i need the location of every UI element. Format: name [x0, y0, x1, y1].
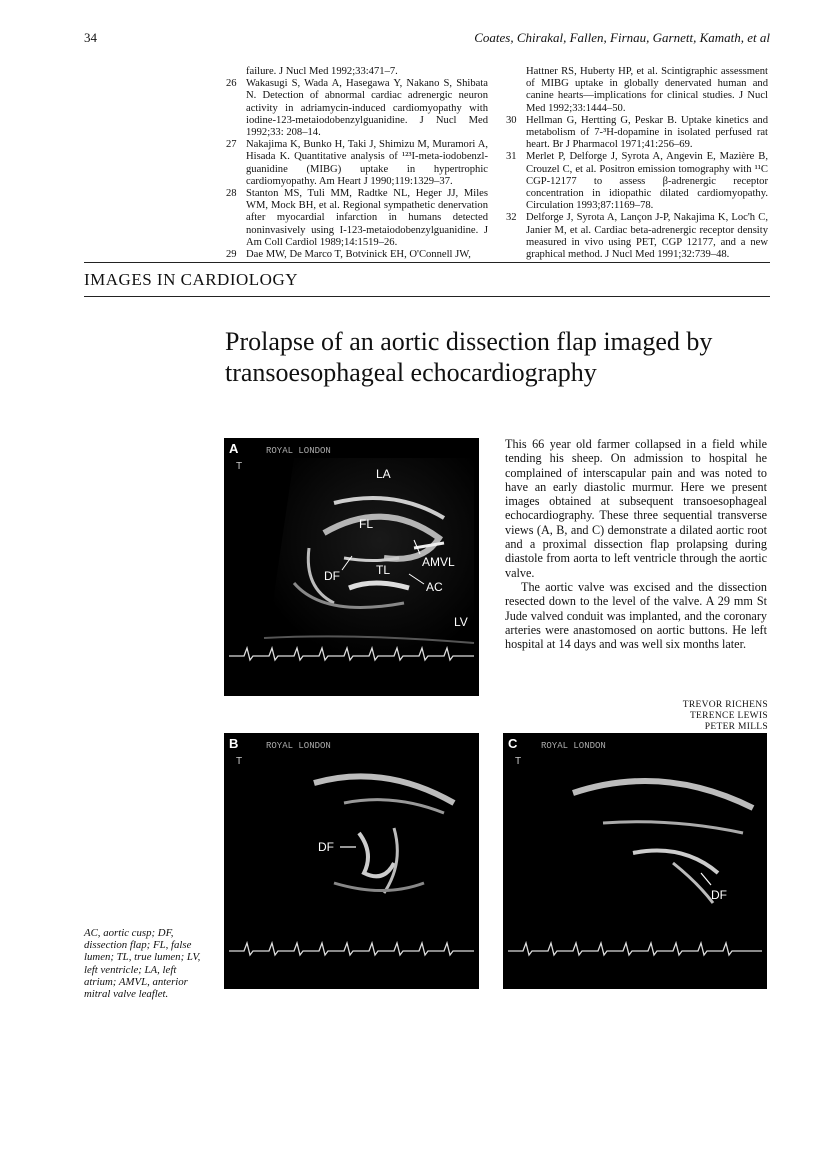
- transducer-marker: T: [515, 756, 522, 767]
- reference-number: 28: [226, 188, 237, 200]
- label-fl: FL: [359, 517, 374, 531]
- reference-item: [226, 78, 488, 139]
- reference-continuation: Hattner RS, Huberty HP, et al. Scintigraphic assessment of MIBG uptake in globally denervated human and canine hearts—implications for clinical studies. J Nucl Med 1992;33:1444–50.: [526, 66, 768, 114]
- section-heading: IMAGES IN CARDIOLOGY: [84, 270, 298, 289]
- image-watermark: ROYAL LONDON: [266, 741, 331, 751]
- echo-image-c-graphic: [503, 733, 767, 989]
- reference-text: Hellman G, Hertting G, Peskar B. Uptake kinetics and metabolism of 7-³H-dopamine in isolated perfused rat heart. Br J Pharmacol 1971;41:256–69.: [526, 114, 768, 151]
- transducer-marker: T: [236, 461, 243, 472]
- article-paragraph: This 66 year old farmer collapsed in a field while tending his sheep. On admission to hospital he complained of interscapular pain and was noted to have an early diastolic murmur. Here we present images obtained at subsequent transoesophageal echocardiography. These three sequential transverse views (A, B, and C) demonstrate a dilated aortic root and a proximal dissection flap prolapsing during diastole from aorta to left ventricle through the aortic valve.: [505, 437, 767, 580]
- label-tl: TL: [376, 563, 391, 577]
- reference-item: [506, 212, 768, 261]
- article-paragraph: The aortic valve was excised and the dissection resected down to the level of the valve. A 29 mm St Jude valved conduit was implanted, and the coronary arteries were anastomosed on aortic buttons. He left hospital at 14 days and was well six months later.: [505, 579, 767, 652]
- page-number: 34: [84, 30, 97, 45]
- reference-item: [226, 249, 488, 261]
- reference-item: [506, 115, 768, 152]
- echo-image-a: [224, 438, 479, 696]
- section-rule-bottom: [84, 296, 770, 297]
- label-df: DF: [324, 569, 340, 583]
- references-right-column: [506, 66, 768, 261]
- article-authors: [683, 700, 768, 733]
- panel-letter: B: [229, 736, 239, 751]
- reference-number: 29: [226, 249, 237, 261]
- reference-number: 27: [226, 139, 237, 151]
- label-ac: AC: [426, 580, 443, 594]
- reference-number: 31: [506, 151, 517, 163]
- reference-item: [226, 188, 488, 249]
- article-body: [505, 437, 767, 651]
- reference-text: Nakajima K, Bunko H, Taki J, Shimizu M, Muramori A, Hisada K. Quantitative analysis of ¹²³I-meta-iodobenzl-guanidine (MIBG) uptake in hypertrophic cardiomyopathy. Am Heart J 1990;119:1329–37.: [246, 139, 488, 187]
- image-watermark: ROYAL LONDON: [266, 446, 331, 456]
- references-left-column: [226, 66, 488, 261]
- section-rule-top: [84, 262, 770, 263]
- running-header-authors: Coates, Chirakal, Fallen, Firnau, Garnett, Kamath, et al: [474, 30, 770, 45]
- reference-text: Stanton MS, Tuli MM, Radtke NL, Heger JJ, Miles WM, Mock BH, et al. Regional sympathetic denervation after myocardial infarction in humans detected noninvasively using I-123-metaiodobenzylguanidine. J Am Coll Cardiol 1989;14:1519–26.: [246, 188, 488, 248]
- reference-continuation: failure. J Nucl Med 1992;33:471–7.: [246, 66, 398, 77]
- reference-text: Dae MW, De Marco T, Botvinick EH, O'Connell JW,: [246, 249, 471, 261]
- label-la: LA: [376, 467, 391, 481]
- article-title: Prolapse of an aortic dissection flap imaged by transoesophageal echocardiography: [225, 327, 713, 387]
- reference-text: Delforge J, Syrota A, Lançon J-P, Nakajima K, Loc'h C, Janier M, et al. Cardiac beta-adrenergic receptor density measured in vivo using PET, CGP 12177, and a new graphical method. J Nucl Med 1991;32:739–48.: [526, 212, 768, 261]
- label-amvl: AMVL: [422, 555, 455, 569]
- reference-text: Wakasugi S, Wada A, Hasegawa Y, Nakano S, Shibata N. Detection of abnormal cardiac adrenergic neuron activity in adriamycin-induced cardiomyopathy with iodine-123-metaiodobenzylguanidine. J Nucl Med 1992;33: 208–14.: [246, 78, 488, 139]
- label-df: DF: [711, 888, 727, 902]
- label-lv: LV: [454, 615, 468, 629]
- reference-number: 30: [506, 114, 517, 126]
- reference-text: Merlet P, Delforge J, Syrota A, Angevin E, Mazière B, Crouzel C, et al. Positron emission tomography with ¹¹C CGP-12177 to assess β-adrenergic receptor concentration in idiopathic dilated cardiomyopathy. Circulation 1993;87:1169–78.: [526, 151, 768, 212]
- echo-image-a-graphic: [224, 438, 479, 696]
- figure-caption: AC, aortic cusp; DF, dissection flap; FL, false lumen; TL, true lumen; LV, left ventricle; LA, left atrium; AMVL, anterior mitral valve leaflet.: [84, 927, 201, 1001]
- author-name: TERENCE LEWIS: [689, 711, 768, 721]
- reference-number: 26: [226, 78, 237, 90]
- echo-image-b: [224, 733, 479, 989]
- reference-item: [226, 139, 488, 188]
- author-name: TREVOR RICHENS: [682, 700, 768, 710]
- image-watermark: ROYAL LONDON: [541, 741, 606, 751]
- panel-letter: C: [508, 736, 518, 751]
- panel-letter: A: [229, 441, 239, 456]
- reference-number: 32: [506, 212, 517, 224]
- author-name: PETER MILLS: [704, 722, 768, 732]
- label-df: DF: [318, 840, 334, 854]
- transducer-marker: T: [236, 756, 243, 767]
- echo-image-c: [503, 733, 767, 989]
- reference-item: [506, 151, 768, 212]
- echo-image-b-graphic: [224, 733, 479, 989]
